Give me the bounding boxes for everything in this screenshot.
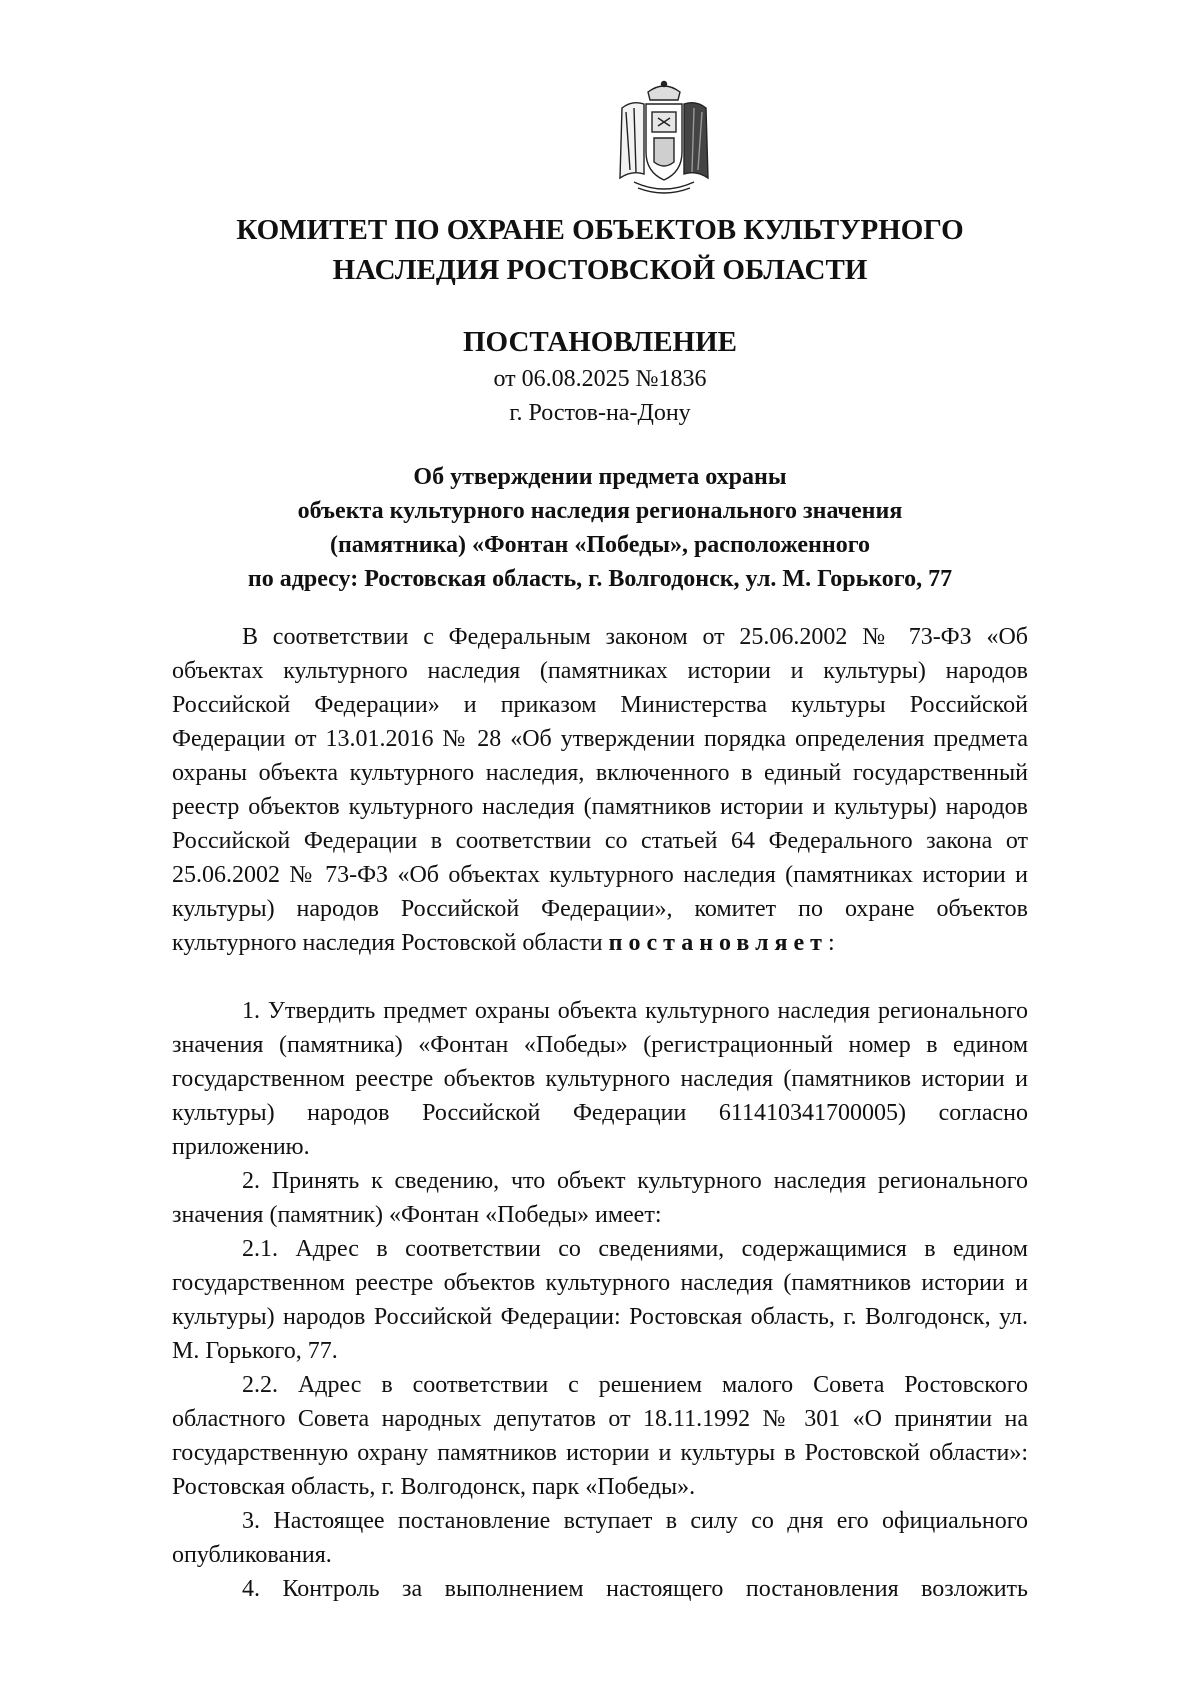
subject-line3: (памятника) «Фонтан «Победы», расположенного xyxy=(329,532,871,558)
document-type: ПОСТАНОВЛЕНИЕ xyxy=(462,326,737,358)
document-body xyxy=(172,620,1028,1606)
preamble-paragraph xyxy=(172,620,1028,960)
organization-name-line1: КОМИТЕТ ПО ОХРАНЕ ОБЪЕКТОВ КУЛЬТУРНОГО xyxy=(236,214,964,246)
document-meta xyxy=(170,362,1030,430)
preamble-text: В соответствии с Федеральным законом от 25.06.2002 № 73-ФЗ «Об объектах культурного наследия (памятниках истории и культуры) народов Российской Федерации» и приказом Министерства культуры Российской Федерации от 13.01.2016 № 28 «Об утверждении порядка определения предмета охраны объекта культурного наследия, включенного в единый государственный реестр объектов культурного наследия (памятников истории и культуры) народов Российской Федерации в соответствии со статьей 64 Федерального закона от 25.06.2002 № 73-ФЗ «Об объектах культурного наследия (памятниках истории и культуры) народов Российской Федерации», комитет по охране объектов культурного наследия Ростовской области xyxy=(172,624,1028,956)
item-2-1: 2.1. Адрес в соответствии со сведениями, содержащимися в едином государственном реестре объектов культурного наследия (памятников истории и культуры) народов Российской Федерации: Ростовская область, г. Волгодонск, ул. М. Горького, 77. xyxy=(172,1236,1028,1364)
item-2: 2. Принять к сведению, что объект культурного наследия регионального значения (памятник) «Фонтан «Победы» имеет: xyxy=(172,1168,1028,1228)
subject-line2: объекта культурного наследия регионального значения xyxy=(297,498,903,524)
organization-name-line2: НАСЛЕДИЯ РОСТОВСКОЙ ОБЛАСТИ xyxy=(332,254,868,286)
document-subject xyxy=(170,460,1030,596)
decree-word: постановляет xyxy=(608,930,828,956)
preamble-end: : xyxy=(827,930,835,956)
item-1: 1. Утвердить предмет охраны объекта культурного наследия регионального значения (памятника) «Фонтан «Победы» (регистрационный номер в едином государственном реестре объектов культурного наследия (памятников истории и культуры) народов Российской Федерации 611410341700005) согласно приложению. xyxy=(172,998,1028,1160)
item-2-2: 2.2. Адрес в соответствии с решением малого Совета Ростовского областного Совета народных депутатов от 18.11.1992 № 301 «О принятии на государственную охрану памятников истории и культуры в Ростовской области»: Ростовская область, г. Волгодонск, парк «Победы». xyxy=(172,1372,1028,1500)
document-city: г. Ростов-на-Дону xyxy=(509,400,691,426)
document-date-number: от 06.08.2025 №1836 xyxy=(493,366,707,392)
item-4: 4. Контроль за выполнением настоящего постановления возложить xyxy=(242,1576,1028,1602)
coat-of-arms-icon xyxy=(608,78,720,198)
subject-line1: Об утверждении предмета охраны xyxy=(413,464,787,490)
item-3: 3. Настоящее постановление вступает в силу со дня его официального опубликования. xyxy=(172,1508,1028,1568)
organization-name xyxy=(170,210,1030,290)
subject-line4: по адресу: Ростовская область, г. Волгодонск, ул. М. Горького, 77 xyxy=(247,566,953,592)
